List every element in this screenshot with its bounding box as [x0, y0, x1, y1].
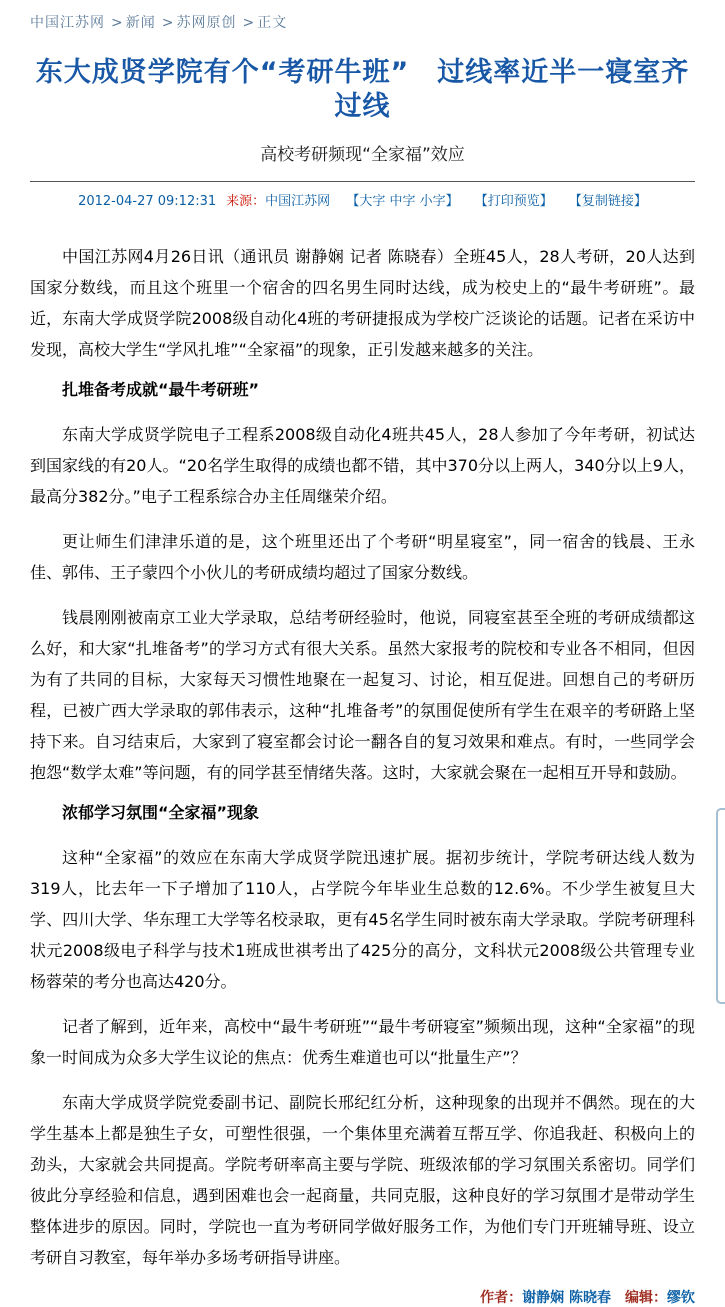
- page-title: 东大成贤学院有个“考研牛班” 过线率近半一寝室齐过线: [35, 57, 690, 122]
- breadcrumb-item-0[interactable]: 中国江苏网: [30, 15, 105, 31]
- page-subtitle: 高校考研频现“全家福”效应: [260, 145, 465, 165]
- article-paragraph: 更让师生们津津乐道的是，这个班里还出了个考研“明星寝室”，同一宿舍的钱晨、王永佳、郭伟、王子蒙四个小伙儿的考研成绩均超过了国家分数线。: [30, 532, 695, 582]
- breadcrumb-separator: >: [111, 15, 124, 31]
- author-names: 谢静娴 陈晓春: [522, 1290, 611, 1306]
- breadcrumb-item-2[interactable]: 苏网原创: [176, 15, 237, 31]
- author-label: 作者：: [480, 1290, 523, 1306]
- breadcrumb-item-3: 正文: [257, 15, 288, 31]
- article-paragraph: 中国江苏网4月26日讯（通讯员 谢静娴 记者 陈晓春）全班45人，28人考研，20人达到国家分数线，而且这个班里一个宿舍的四名男生同时达线，成为校史上的“最牛考研班”。最近，东南大学成贤学院2008级自动化4班的考研捷报成为学校广泛谈论的话题。记者在采访中发现，高校大学生“学风扎堆”“全家福”的现象，正引发越来越多的关注。: [30, 247, 695, 359]
- article-paragraph: 东南大学成贤学院电子工程系2008级自动化4班共45人，28人参加了今年考研，初试达到国家线的有20人。“20名学生取得的成绩也都不错，其中370分以上两人，340分以上9人，最高分382分。”电子工程系综合办主任周继荣介绍。: [30, 425, 695, 506]
- article-paragraph: 这种“全家福”的效应在东南大学成贤学院迅速扩展。据初步统计，学院考研达线人数为319人，比去年一下子增加了110人，占学院今年毕业生总数的12.6%。不少学生被复旦大学、四川大学、华东理工大学等名校录取，更有45名学生同时被东南大学录取。学院考研理科状元2008级电子科学与技术1班成世祺考出了425分的高分，文科状元2008级公共管理专业杨蓉荣的考分也高达420分。: [30, 848, 695, 991]
- source-link[interactable]: 中国江苏网: [265, 194, 331, 209]
- editor-name: 缪钦: [667, 1290, 695, 1306]
- article-paragraph: 记者了解到，近年来，高校中“最牛考研班”“最牛考研寝室”频频出现，这种“全家福”的现象一时间成为众多大学生议论的焦点：优秀生难道也可以“批量生产”？: [30, 1017, 695, 1067]
- header-divider: [30, 181, 695, 182]
- breadcrumb-separator: >: [242, 15, 256, 31]
- article-footer: [30, 1287, 695, 1307]
- section-heading: 扎堆备考成就“最牛考研班”: [62, 380, 260, 399]
- source-label: 来源：: [226, 194, 266, 209]
- article-paragraph: 钱晨刚刚被南京工业大学录取，总结考研经验时，他说，同寝室甚至全班的考研成绩都这么好，和大家“扎堆备考”的学习方式有很大关系。虽然大家报考的院校和专业各不相同，但因为有了共同的目标，大家每天习惯性地聚在一起复习、讨论，相互促进。回想自己的考研历程，已被广西大学录取的郭伟表示，这种“扎堆备考”的氛围促使所有学生在艰辛的考研路上坚持下来。自习结束后，大家到了寝室都会讨论一翻各自的复习效果和难点。有时，一些同学会抱怨“数学太难”等问题，有的同学甚至情绪失落。这时，大家就会聚在一起相互开导和鼓励。: [30, 608, 695, 782]
- print-preview-button[interactable]: 【打印预览】: [474, 194, 553, 209]
- breadcrumb: [30, 12, 695, 32]
- breadcrumb-separator: >: [161, 15, 175, 31]
- article-meta-bar: [30, 190, 695, 209]
- article-paragraph: 东南大学成贤学院党委副书记、副院长邢纪红分析，这种现象的出现并不偶然。现在的大学生基本上都是独生子女，可塑性很强，一个集体里充满着互帮互学、你追我赶、积极向上的劲头，大家就会共同提高。学院考研率高主要与学院、班级浓郁的学习氛围关系密切。同学们彼此分享经验和信息，遇到困难也会一起商量，共同克服，这种良好的学习氛围才是带动学生整体进步的原因。同时，学院也一直为考研同学做好服务工作，为他们专门开班辅导班、设立考研自习教室，每年举办多场考研指导讲座。: [30, 1093, 695, 1267]
- section-heading: 浓郁学习氛围“全家福”现象: [62, 803, 260, 822]
- article-body: [30, 241, 695, 1273]
- publish-datetime: 2012-04-27 09:12:31: [78, 194, 217, 209]
- font-size-controls[interactable]: 【大字 中字 小字】: [346, 194, 459, 209]
- editor-label: 编辑：: [625, 1290, 667, 1306]
- clipped-side-panel[interactable]: [716, 808, 725, 1004]
- copy-link-button[interactable]: 【复制链接】: [568, 194, 647, 209]
- breadcrumb-item-1[interactable]: 新闻: [125, 15, 156, 31]
